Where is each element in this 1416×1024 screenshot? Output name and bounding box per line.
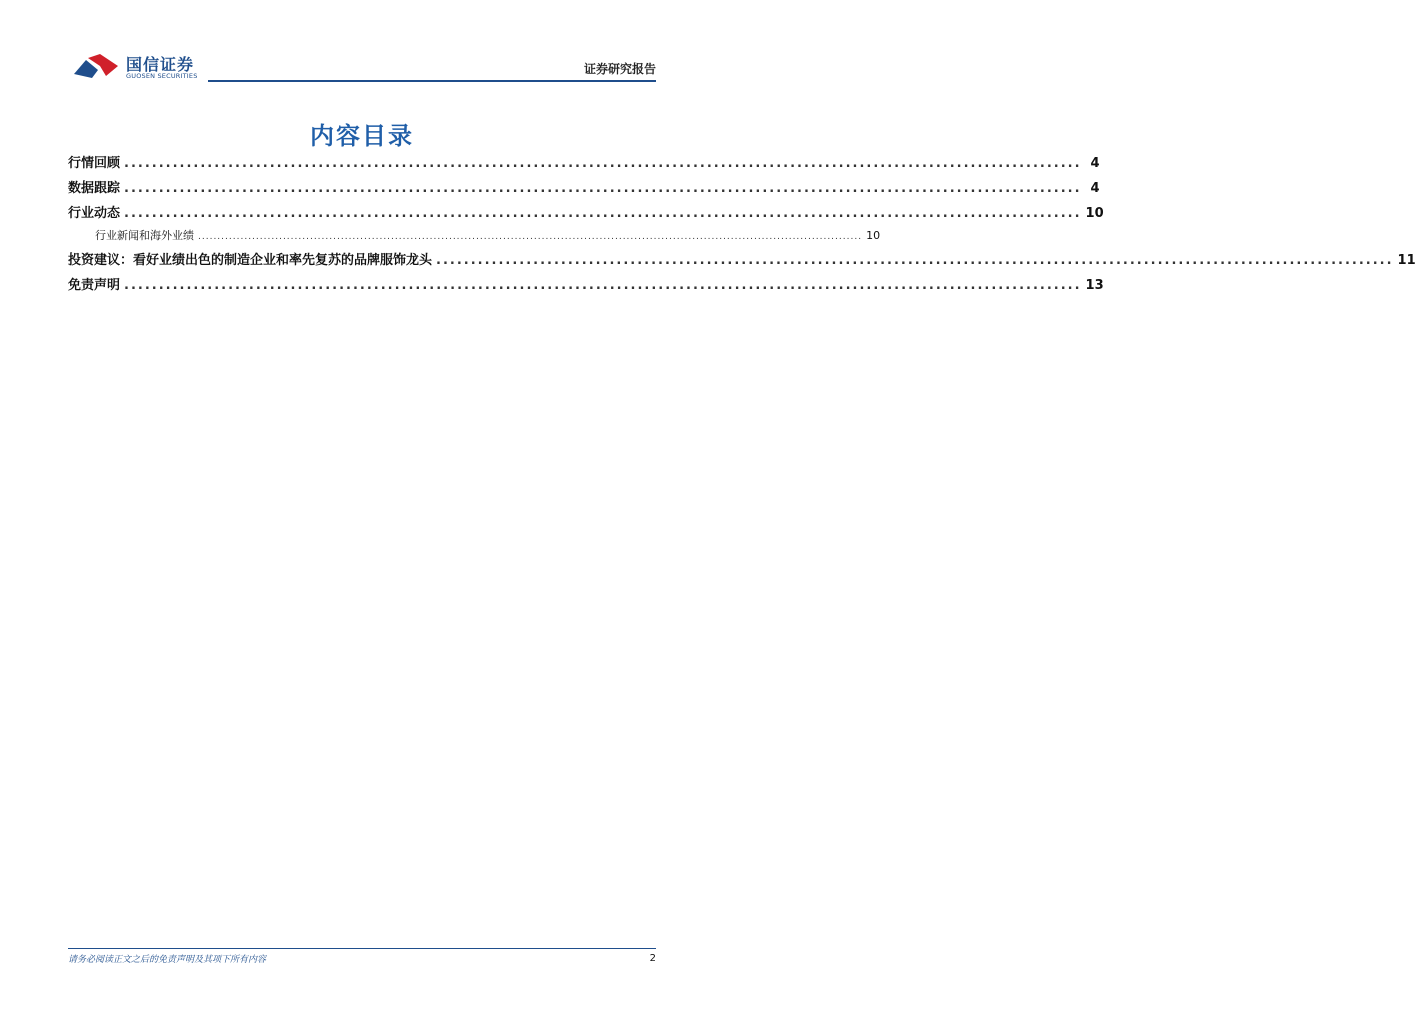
toc-leader-dots: ............................................................................................................................................................................ <box>198 232 863 242</box>
toc-entry-page: 4 <box>1090 181 1100 196</box>
page-number: 2 <box>649 953 656 964</box>
toc-subentry[interactable] <box>68 227 881 249</box>
toc-entry-text: 行业动态 <box>68 206 121 221</box>
toc-entry-page: 11 <box>1397 253 1416 268</box>
footer-divider <box>68 948 656 949</box>
toc-entry-text: 行业新闻和海外业绩 <box>95 229 194 242</box>
toc-leader-dots: .......................................................................................................................................... <box>124 156 1082 171</box>
page-header <box>0 0 724 90</box>
toc-entry[interactable] <box>68 274 1104 299</box>
toc-entry-page: 10 <box>1085 206 1104 221</box>
toc-leader-dots: .......................................................................................................................................... <box>124 278 1082 293</box>
guosen-logo-icon <box>72 52 120 82</box>
toc-title: 内容目录 <box>310 122 414 150</box>
toc-entry-page: 13 <box>1085 278 1104 293</box>
toc-entry[interactable] <box>68 177 1100 202</box>
toc-entry[interactable] <box>68 202 1104 227</box>
toc-leader-dots: .......................................................................................................................................... <box>124 206 1082 221</box>
toc-leader-dots: .......................................................................................................................................... <box>124 181 1082 196</box>
report-type-label: 证券研究报告 <box>583 62 656 76</box>
logo-name-cn: 国信证券 <box>126 55 195 74</box>
toc-entry-page: 10 <box>866 229 881 242</box>
table-of-contents <box>68 152 1416 299</box>
disclaimer-note: 请务必阅读正文之后的免责声明及其项下所有内容 <box>68 955 267 965</box>
toc-entry-page: 4 <box>1090 156 1100 171</box>
toc-entry[interactable] <box>68 152 1100 177</box>
toc-entry[interactable] <box>68 249 1416 274</box>
toc-entry-text: 行情回顾 <box>68 156 121 171</box>
logo-name-en: GUOSEN SECURITIES <box>126 72 198 80</box>
header-divider <box>208 80 656 82</box>
toc-entry-text: 投资建议：看好业绩出色的制造企业和率先复苏的品牌服饰龙头 <box>68 253 433 268</box>
toc-entry-text: 数据跟踪 <box>68 181 121 196</box>
toc-entry-text: 免责声明 <box>68 278 121 293</box>
toc-leader-dots: .......................................................................................................................................... <box>436 253 1394 268</box>
